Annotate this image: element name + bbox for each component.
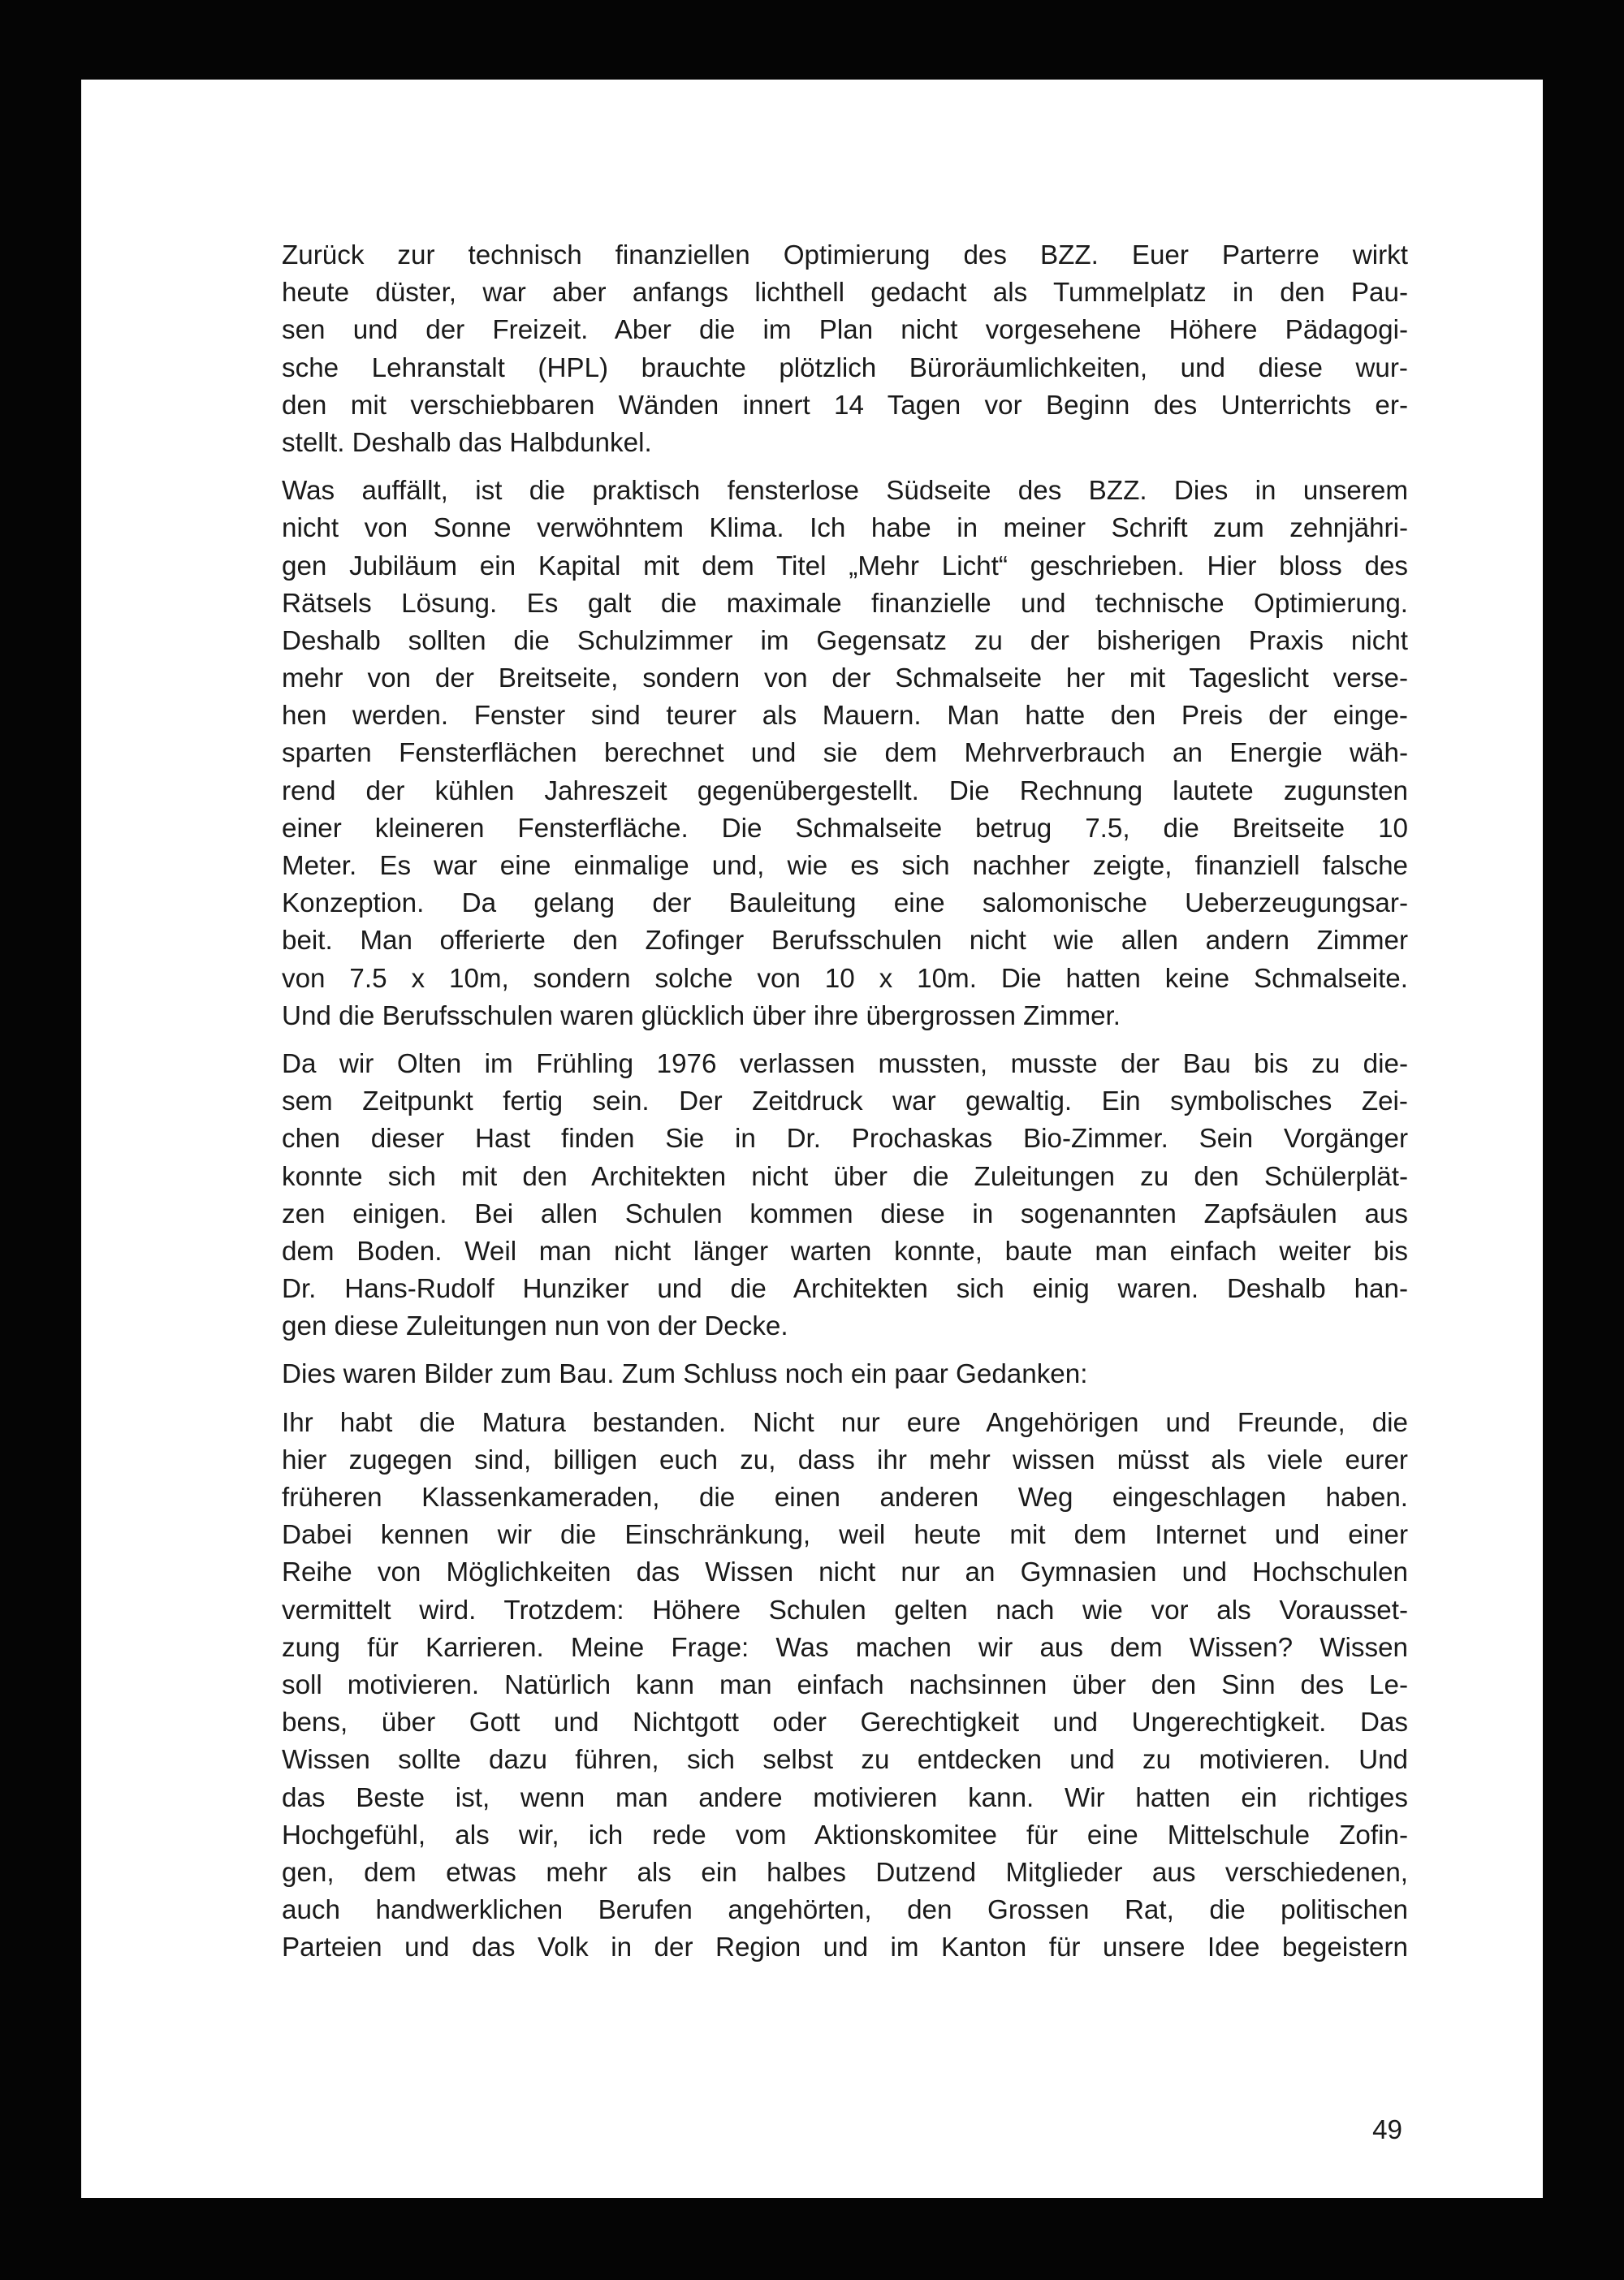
text-line: dem Boden. Weil man nicht länger warten konnte, baute man einfach weiter bis <box>282 1236 1408 1267</box>
text-line: vermittelt wird. Trotzdem: Höhere Schulen gelten nach wie vor als Vorausset- <box>282 1595 1408 1626</box>
text-line: sche Lehranstalt (HPL) brauchte plötzlich Büroräumlichkeiten, und diese wur- <box>282 352 1408 383</box>
text-line: den mit verschiebbaren Wänden innert 14 Tagen vor Beginn des Unterrichts er- <box>282 390 1408 421</box>
text-line: konnte sich mit den Architekten nicht über die Zuleitungen zu den Schülerplät- <box>282 1161 1408 1192</box>
text-line: nicht von Sonne verwöhntem Klima. Ich habe in meiner Schrift zum zehnjähri- <box>282 513 1408 544</box>
text-line: Deshalb sollten die Schulzimmer im Gegensatz zu der bisherigen Praxis nicht <box>282 625 1408 656</box>
text-line: Zurück zur technisch finanziellen Optimierung des BZZ. Euer Parterre wirkt <box>282 240 1408 270</box>
document-page <box>81 80 1543 2198</box>
text-line: auch handwerklichen Berufen angehörten, den Grossen Rat, die politischen <box>282 1895 1408 1926</box>
text-line: Meter. Es war eine einmalige und, wie es sich nachher zeigte, finanziell falsche <box>282 851 1408 881</box>
text-line: Wissen sollte dazu führen, sich selbst zu entdecken und zu motivieren. Und <box>282 1745 1408 1776</box>
text-line: bens, über Gott und Nichtgott oder Gerechtigkeit und Ungerechtigkeit. Das <box>282 1708 1408 1738</box>
text-line: zung für Karrieren. Meine Frage: Was machen wir aus dem Wissen? Wissen <box>282 1632 1408 1663</box>
text-line: stellt. Deshalb das Halbdunkel. <box>282 427 652 458</box>
text-line: Was auffällt, ist die praktisch fensterlose Südseite des BZZ. Dies in unserem <box>282 476 1408 507</box>
text-line: rend der kühlen Jahreszeit gegenübergestellt. Die Rechnung lautete zugunsten <box>282 775 1408 806</box>
text-line: heute düster, war aber anfangs lichthell gedacht als Tummelplatz in den Pau- <box>282 278 1408 309</box>
text-line: Parteien und das Volk in der Region und im Kanton für unsere Idee begeistern <box>282 1932 1408 1963</box>
body-text <box>282 237 1408 1977</box>
text-line: sem Zeitpunkt fertig sein. Der Zeitdruck war gewaltig. Ein symbolisches Zei- <box>282 1086 1408 1117</box>
text-line: gen diese Zuleitungen nun von der Decke. <box>282 1311 788 1342</box>
text-line: das Beste ist, wenn man andere motivieren kann. Wir hatten ein richtiges <box>282 1782 1408 1813</box>
text-line: chen dieser Hast finden Sie in Dr. Prochaskas Bio-Zimmer. Sein Vorgänger <box>282 1124 1408 1155</box>
text-line: Konzeption. Da gelang der Bauleitung eine salomonische Ueberzeugungsar- <box>282 888 1408 919</box>
text-line: Ihr habt die Matura bestanden. Nicht nur eure Angehörigen und Freunde, die <box>282 1407 1408 1438</box>
paragraph <box>282 1356 1408 1393</box>
text-line: Dr. Hans-Rudolf Hunziker und die Architekten sich einig waren. Deshalb han- <box>282 1274 1408 1305</box>
text-line: gen Jubiläum ein Kapital mit dem Titel „Mehr Licht“ geschrieben. Hier bloss des <box>282 551 1408 581</box>
text-line: mehr von der Breitseite, sondern von der Schmalseite her mit Tageslicht verse- <box>282 663 1408 694</box>
text-line: einer kleineren Fensterfläche. Die Schmalseite betrug 7.5, die Breitseite 10 <box>282 813 1408 844</box>
text-line: gen, dem etwas mehr als ein halbes Dutzend Mitglieder aus verschiedenen, <box>282 1857 1408 1888</box>
text-line: Reihe von Möglichkeiten das Wissen nicht nur an Gymnasien und Hochschulen <box>282 1557 1408 1588</box>
text-line: Und die Berufsschulen waren glücklich über ihre übergrossen Zimmer. <box>282 1000 1121 1031</box>
text-line: Dabei kennen wir die Einschränkung, weil heute mit dem Internet und einer <box>282 1520 1408 1551</box>
page-number: 49 <box>1372 2115 1402 2145</box>
paragraph <box>282 1405 1408 1967</box>
text-line: früheren Klassenkameraden, die einen anderen Weg eingeschlagen haben. <box>282 1483 1408 1513</box>
paragraph <box>282 1046 1408 1346</box>
text-line: Rätsels Lösung. Es galt die maximale finanzielle und technische Optimierung. <box>282 588 1408 619</box>
text-line: Da wir Olten im Frühling 1976 verlassen mussten, musste der Bau bis zu die- <box>282 1048 1408 1079</box>
text-line: zen einigen. Bei allen Schulen kommen diese in sogenannten Zapfsäulen aus <box>282 1198 1408 1229</box>
paragraph <box>282 473 1408 1035</box>
text-line: soll motivieren. Natürlich kann man einfach nachsinnen über den Sinn des Le- <box>282 1669 1408 1700</box>
text-line: hen werden. Fenster sind teurer als Mauern. Man hatte den Preis der einge- <box>282 701 1408 732</box>
text-line: von 7.5 x 10m, sondern solche von 10 x 10m. Die hatten keine Schmalseite. <box>282 963 1408 994</box>
text-line: Hochgefühl, als wir, ich rede vom Aktionskomitee für eine Mittelschule Zofin- <box>282 1820 1408 1850</box>
text-line: beit. Man offerierte den Zofinger Berufsschulen nicht wie allen andern Zimmer <box>282 926 1408 956</box>
paragraph <box>282 237 1408 462</box>
text-line: Dies waren Bilder zum Bau. Zum Schluss noch ein paar Gedanken: <box>282 1359 1088 1390</box>
text-line: hier zugegen sind, billigen euch zu, dass ihr mehr wissen müsst als viele eurer <box>282 1444 1408 1475</box>
text-line: sen und der Freizeit. Aber die im Plan nicht vorgesehene Höhere Pädagogi- <box>282 315 1408 346</box>
text-line: sparten Fensterflächen berechnet und sie dem Mehrverbrauch an Energie wäh- <box>282 738 1408 769</box>
